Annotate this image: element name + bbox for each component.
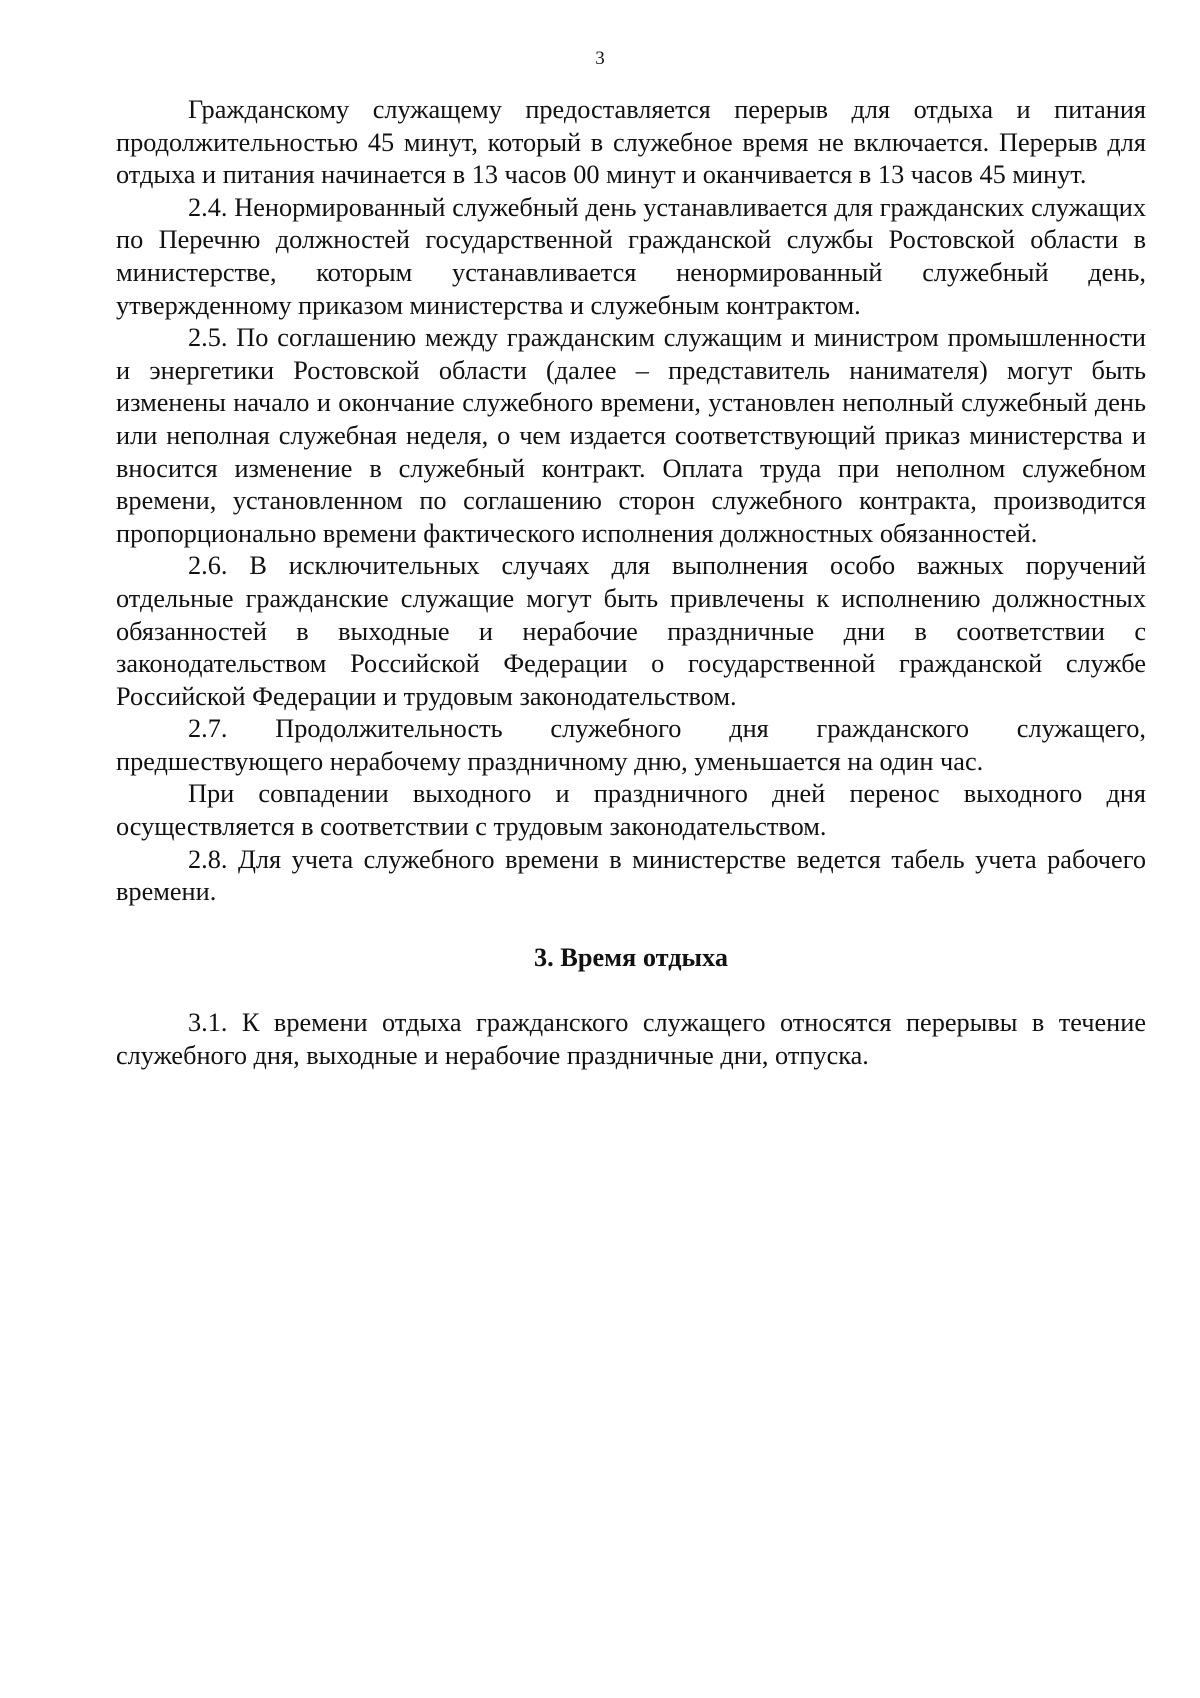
paragraph-meal-break: Гражданскому служащему предоставляется перерыв для отдыха и питания продолжительностью 45 минут, который в служебное время не включается. Перерыв для отдыха и питания начинается в 13 часов 00 минут и оканчивается в 13 часов 45 минут. — [116, 95, 1146, 190]
document-body — [116, 94, 1146, 1073]
page-number: 3 — [595, 48, 605, 69]
paragraph-2-4: 2.4. Ненормированный служебный день устанавливается для гражданских служащих по Перечню должностей государственной гражданской службы Ростовской области в министерстве, которым устанавливается ненормированный служебный день, утвержденному приказом министерства и служебным контрактом. — [116, 192, 1146, 320]
paragraph-2-6: 2.6. В исключительных случаях для выполнения особо важных поручений отдельные гражданские служащие могут быть привлечены к исполнению должностных обязанностей в выходные и нерабочие праздничные дни в соответствии с законодательством Российской Федерации о государственной гражданской службе Российской Федерации и трудовым законодательством. — [116, 551, 1146, 711]
paragraph-day-off-transfer: При совпадении выходного и праздничного дней перенос выходного дня осуществляется в соответствии с трудовым законодательством. — [116, 779, 1146, 842]
paragraph-3-1: 3.1. К времени отдыха гражданского служащего относятся перерывы в течение служебного дня, выходные и нерабочие праздничные дни, отпуска. — [116, 1008, 1146, 1071]
paragraph-2-5: 2.5. По соглашению между гражданским служащим и министром промышленности и энергетики Ростовской области (далее – представитель нанимателя) могут быть изменены начало и окончание служебного времени, установлен неполный служебный день или неполная служебная неделя, о чем издается соответствующий приказ министерства и вносится изменение в служебный контракт. Оплата труда при неполном служебном времени, установленном по соглашению сторон служебного контракта, производится пропорционально времени фактического исполнения должностных обязанностей. — [116, 323, 1146, 548]
paragraph-2-8: 2.8. Для учета служебного времени в министерстве ведется табель учета рабочего времени. — [116, 844, 1146, 907]
paragraph-2-7: 2.7. Продолжительность служебного дня гражданского служащего, предшествующего нерабочему праздничному дню, уменьшается на один час. — [116, 714, 1146, 776]
section-heading-rest-time: 3. Время отдыха — [533, 942, 728, 972]
